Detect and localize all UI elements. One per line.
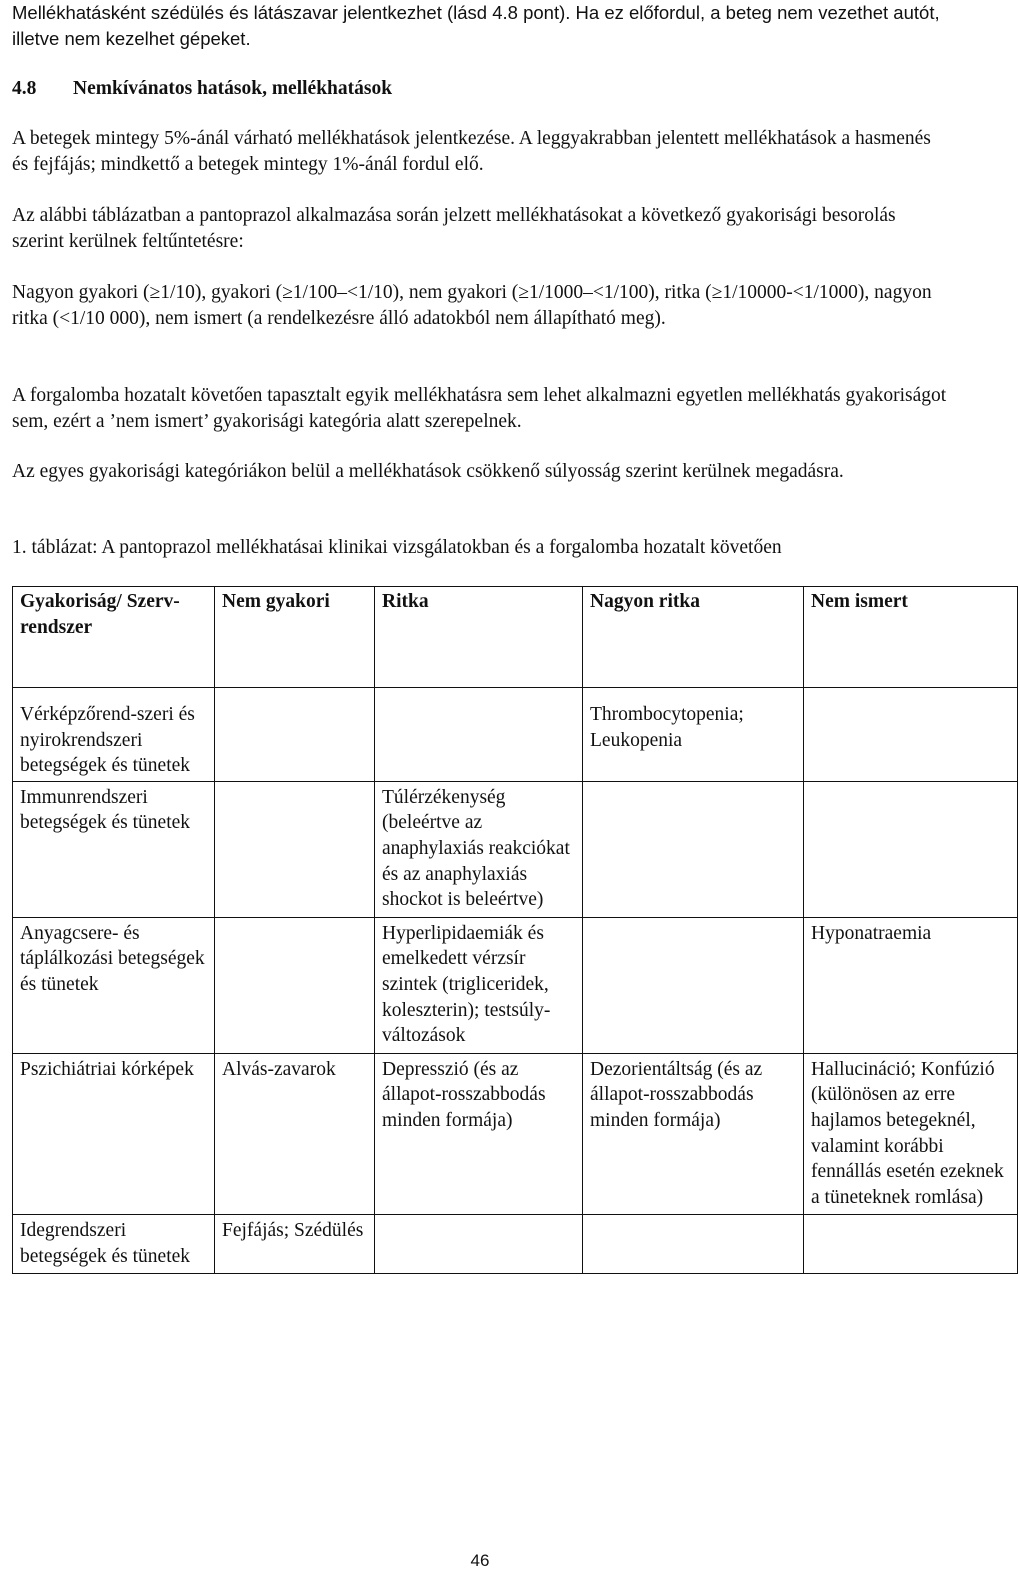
cell-uncommon — [215, 688, 375, 782]
table-header-row — [13, 587, 1018, 688]
adverse-reactions-table — [12, 586, 1018, 1274]
table-row — [13, 1053, 1018, 1215]
paragraph-frequency-overview: A betegek mintegy 5%-ánál várható mellékhatások jelentkezése. A leggyakrabban jelentett mellékhatások a hasmenés és fejfájás; mindkettő a betegek mintegy 1%-ánál fordul elő. — [12, 128, 931, 175]
cell-uncommon: Fejfájás; Szédülés — [215, 1215, 375, 1274]
paragraph-postmarketing: A forgalomba hozatalt követően tapasztalt egyik mellékhatásra sem lehet alkalmazni egyetlen mellékhatás gyakoriságot sem, ezért a ’nem ismert’ gyakorisági kategória alatt szerepelnek. — [12, 385, 947, 432]
cell-very-rare — [583, 1215, 804, 1274]
cell-not-known — [804, 781, 1018, 917]
cell-very-rare — [583, 781, 804, 917]
header-cell-soc: Gyakoriság/ Szerv-rendszer — [13, 587, 215, 688]
table-caption: 1. táblázat: A pantoprazol mellékhatásai klinikai vizsgálatokban és a forgalomba hozatalt követően — [12, 537, 782, 558]
table-row — [13, 688, 1018, 782]
cell-rare: Hyperlipidaemiák és emelkedett vérzsír szintek (trigliceridek, koleszterin); testsúly-változások — [375, 917, 583, 1053]
cell-very-rare: Thrombocytopenia; Leukopenia — [583, 688, 804, 782]
intro-paragraph: Mellékhatásként szédülés és látászavar jelentkezhet (lásd 4.8 pont). Ha ez előfordul, a beteg nem vezethet autót, illetve nem kezelhet gépeket. — [12, 2, 940, 49]
section-number: 4.8 — [12, 78, 37, 99]
cell-soc: Immunrendszeri betegségek és tünetek — [13, 781, 215, 917]
cell-not-known: Hallucináció; Konfúzió (különösen az erre hajlamos betegeknél, valamint korábbi fennállás esetén ezeknek a tüneteknek romlása) — [804, 1053, 1018, 1215]
cell-rare — [375, 1215, 583, 1274]
cell-not-known — [804, 688, 1018, 782]
cell-soc: Pszichiátriai kórképek — [13, 1053, 215, 1215]
cell-uncommon: Alvás-zavarok — [215, 1053, 375, 1215]
cell-not-known — [804, 1215, 1018, 1274]
table-row — [13, 1215, 1018, 1274]
header-cell-not-known: Nem ismert — [804, 587, 1018, 688]
section-heading — [12, 76, 392, 102]
section-title: Nemkívánatos hatások, mellékhatások — [73, 78, 393, 99]
header-cell-rare: Ritka — [375, 587, 583, 688]
cell-uncommon — [215, 917, 375, 1053]
cell-not-known: Hyponatraemia — [804, 917, 1018, 1053]
cell-very-rare — [583, 917, 804, 1053]
table-row — [13, 917, 1018, 1053]
table-row — [13, 781, 1018, 917]
cell-soc: Idegrendszeri betegségek és tünetek — [13, 1215, 215, 1274]
cell-rare — [375, 688, 583, 782]
page-number: 46 — [470, 1551, 490, 1570]
header-cell-uncommon: Nem gyakori — [215, 587, 375, 688]
paragraph-frequency-definitions: Nagyon gyakori (≥1/10), gyakori (≥1/100–<1/10), nem gyakori (≥1/1000–<1/100), ritka (≥1/10000-<1/1000), nagyon ritka (<1/10 000), nem ismert (a rendelkezésre álló adatokból nem állapítható meg). — [12, 282, 932, 329]
cell-rare: Túlérzékenység (beleértve az anaphylaxiás reakciókat és az anaphylaxiás shockot is beleértve) — [375, 781, 583, 917]
cell-uncommon — [215, 781, 375, 917]
paragraph-table-intro: Az alábbi táblázatban a pantoprazol alkalmazása során jelzett mellékhatásokat a következő gyakorisági besorolás szerint kerülnek feltűntetésre: — [12, 205, 896, 252]
header-cell-very-rare: Nagyon ritka — [583, 587, 804, 688]
cell-rare: Depresszió (és az állapot-rosszabbodás minden formája) — [375, 1053, 583, 1215]
paragraph-severity-order: Az egyes gyakorisági kategóriákon belül a mellékhatások csökkenő súlyosság szerint kerülnek megadásra. — [12, 461, 844, 482]
cell-soc: Vérképzőrend-szeri és nyirokrendszeri betegségek és tünetek — [13, 688, 215, 782]
cell-very-rare: Dezorientáltság (és az állapot-rosszabbodás minden formája) — [583, 1053, 804, 1215]
cell-soc: Anyagcsere- és táplálkozási betegségek és tünetek — [13, 917, 215, 1053]
